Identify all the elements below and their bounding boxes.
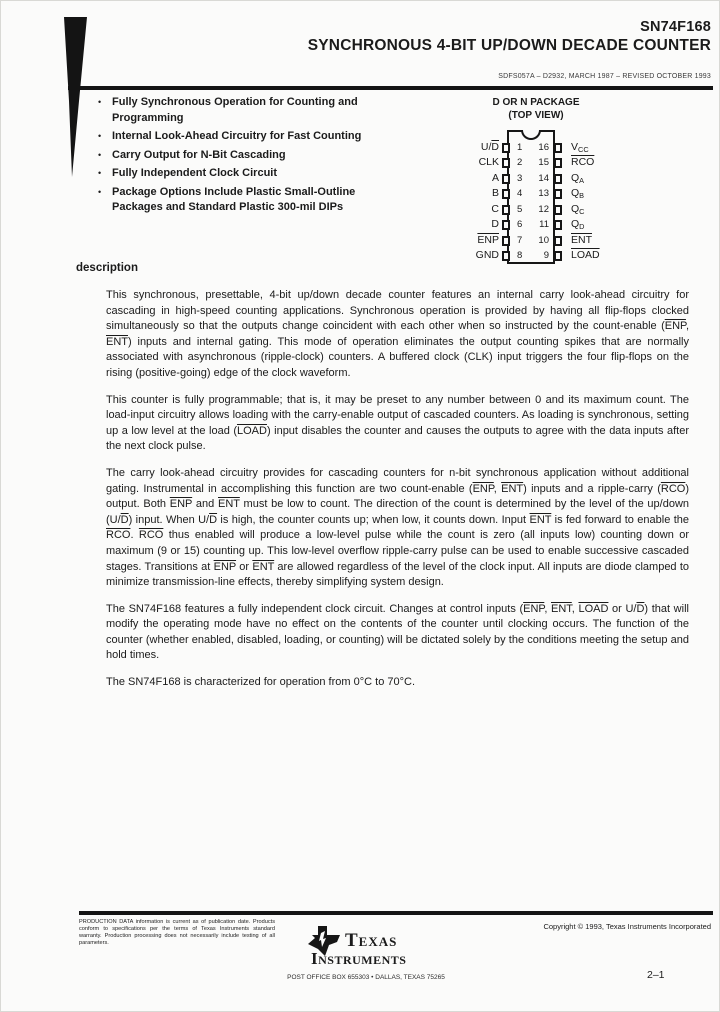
pin-lead-icon xyxy=(502,205,510,215)
pin-number: 6 xyxy=(517,219,523,230)
pin-number: 7 xyxy=(517,235,523,246)
pin-lead-icon xyxy=(502,143,510,153)
pin-lead-icon xyxy=(502,220,510,230)
pin-row xyxy=(441,217,681,232)
pin-lead-icon xyxy=(554,251,562,261)
description-body xyxy=(106,288,689,702)
feature-text: Carry Output for N-Bit Cascading xyxy=(112,148,286,161)
feature-text: Internal Look-Ahead Circuitry for Fast Counting xyxy=(112,130,362,142)
feature-item xyxy=(98,185,398,216)
package-pinout-diagram xyxy=(441,96,681,270)
pin-row xyxy=(441,140,681,155)
page-title: SYNCHRONOUS 4-BIT UP/DOWN DECADE COUNTER xyxy=(307,37,711,54)
pin-label: GND xyxy=(475,249,499,261)
pin-lead-icon xyxy=(554,189,562,199)
pin-number: 15 xyxy=(538,157,549,168)
pin-number: 4 xyxy=(517,188,523,199)
pin-number: 11 xyxy=(539,219,549,230)
bullet-icon: • xyxy=(98,131,102,141)
pin-label: LOAD xyxy=(571,249,600,261)
pin-number: 9 xyxy=(543,250,549,261)
description-paragraph: This synchronous, presettable, 4-bit up/down decade counter features an internal carry look-ahead circuitry for cascading in high-speed counting applications. Synchronous operation is provided by having all flip-flops clocked simultaneously so that the outputs change coincident with each other when so instructed by the count-enable ($\overline{ENP}$, $\overline{ENT}$) inputs and internal gating. This mode of operation eliminates the output counting spikes that are normally associated with asynchronous (ripple-clock) counters. A buffered clock (CLK) input triggers the four flip-flops on the rising (positive-going) edge of the clock waveform. xyxy=(106,289,689,379)
pin-label: B xyxy=(491,187,499,199)
pin-label: C xyxy=(491,203,499,215)
pin-lead-icon xyxy=(554,220,562,230)
pin-label: A xyxy=(491,172,499,184)
feature-text: Package Options Include Plastic Small-Outline Packages and Standard Plastic 300-mil DIPs xyxy=(112,185,356,213)
package-title: D OR N PACKAGE xyxy=(492,97,580,108)
pin-lead-icon xyxy=(502,236,510,246)
bullet-icon: • xyxy=(98,97,102,107)
pin-label: $Q_C$ xyxy=(571,203,585,216)
feature-item xyxy=(98,148,398,164)
description-heading: description xyxy=(76,262,138,274)
pin-number: 8 xyxy=(517,250,523,261)
pin-label: $Q_D$ xyxy=(571,218,585,231)
pin-number: 1 xyxy=(517,142,523,153)
bullet-icon: • xyxy=(98,168,102,178)
pin-lead-icon xyxy=(554,174,562,184)
pin-number: 10 xyxy=(538,235,549,246)
ti-logo xyxy=(307,923,447,971)
pin-number: 12 xyxy=(538,204,549,215)
document-revision-line: SDFS057A – D2932, MARCH 1987 – REVISED OCTOBER 1993 xyxy=(498,73,711,80)
pin-number: 3 xyxy=(517,173,523,184)
pin-row xyxy=(441,171,681,186)
corner-wedge-icon xyxy=(63,17,91,179)
pin-label: $Q_B$ xyxy=(571,187,585,200)
pin-lead-icon xyxy=(502,158,510,168)
ti-logo-text-texas: Texas xyxy=(345,930,398,951)
pin-row xyxy=(441,186,681,201)
bullet-icon: • xyxy=(98,186,102,197)
address-line: POST OFFICE BOX 655303 • DALLAS, TEXAS 75265 xyxy=(287,974,445,981)
pin-label: $U/\overline{D}$ xyxy=(480,141,499,153)
pin-lead-icon xyxy=(554,205,562,215)
package-subtitle: (TOP VIEW) xyxy=(508,110,564,121)
description-paragraph: This counter is fully programmable; that is, it may be preset to any number between 0 and its maximum count. The load-input circuitry allows loading with the carry-enable output of cascaded counters. As loading is synchronous, setting up a low level at the load (LOAD) input disables the counter and causes the outputs to agree with the data inputs after the next clock pulse. xyxy=(106,393,689,453)
pin-number: 2 xyxy=(517,157,523,168)
pin-row xyxy=(441,233,681,248)
chip-diagram xyxy=(441,128,681,270)
pin-number: 13 xyxy=(538,188,549,199)
pin-label: D xyxy=(491,218,499,230)
pin-lead-icon xyxy=(502,189,510,199)
bullet-icon: • xyxy=(98,149,102,160)
pin-label: $\overline{RCO}$ xyxy=(571,156,595,168)
pin-label: $\overline{ENP}$ xyxy=(477,234,499,246)
part-number: SN74F168 xyxy=(640,19,711,35)
footer-rule xyxy=(79,911,713,915)
ti-logo-text-instruments: Instruments xyxy=(311,949,407,968)
description-paragraph: The carry look-ahead circuitry provides for cascading counters for n-bit synchronous application without additional gating. Instrumental in accomplishing this function are two count-enable ($\overline{ENP}$, $\overline{ENT}$) inputs and a ripple-carry $(\overline{RCO})$ output. Both $\overline{ENP}$ and $\overline{ENT}$ must be low to count. The direction of the count is determined by the level of the up/down $(U/\overline{D})$ input. When $U/\overline{D}$ is high, the counter counts up; when low, it counts down. Input $\overline{ENT}$ is fed forward to enable the $\overline{RCO}$. $\overline{RCO}$ thus enabled will produce a low-level pulse while the count is zero (all inputs low) counting down or maximum (9 or 15) counting up. This low-level overflow ripple-carry pulse can be used to enable successive cascaded stages. Transitions at $\overline{ENP}$ or $\overline{ENT}$ are allowed regardless of the level of the clock input. All inputs are diode clamped to minimize transmission-line effects, thereby simplifying system design. xyxy=(106,466,690,589)
description-paragraph: The SN74F168 is characterized for operation from 0°C to 70°C. xyxy=(106,676,415,689)
pin-lead-icon xyxy=(502,174,510,184)
pin-number: 16 xyxy=(538,142,549,153)
feature-text: Fully Independent Clock Circuit xyxy=(112,167,278,179)
production-data-notice: PRODUCTION DATA information is current as of publication date. Products conform to specifications per the terms of Texas Instruments standard warranty. Production processing does not necessarily include testing of all parameters. xyxy=(79,919,275,946)
pin-row xyxy=(441,248,681,263)
pin-label: $V_{CC}$ xyxy=(571,141,589,154)
pin-number: 5 xyxy=(517,204,523,215)
description-paragraph: The SN74F168 features a fully independent clock circuit. Changes at control inputs ($\overline{ENP}$, $\overline{ENT}$, LOAD or $U/\overline{D}$) that will modify the operating mode have no effect on the contents of the counter until clocking occurs. The function of the counter (whether enabled, disabled, loading, or counting) will be dictated solely by the conditions meeting the setup and hold times. xyxy=(106,602,689,662)
pin1-notch-icon xyxy=(521,130,541,140)
pin-lead-icon xyxy=(554,236,562,246)
pin-label: $Q_A$ xyxy=(571,172,585,185)
feature-list xyxy=(98,95,398,219)
pin-row xyxy=(441,202,681,217)
pin-label: $\overline{ENT}$ xyxy=(571,234,592,246)
copyright-line: Copyright © 1993, Texas Instruments Incorporated xyxy=(543,922,711,931)
pin-row xyxy=(441,155,681,170)
header-rule xyxy=(68,86,713,90)
page-number: 2–1 xyxy=(647,969,665,981)
pin-lead-icon xyxy=(502,251,510,261)
feature-item xyxy=(98,95,398,126)
feature-text: Fully Synchronous Operation for Counting and Programming xyxy=(112,96,358,124)
pin-lead-icon xyxy=(554,143,562,153)
feature-item xyxy=(98,166,398,182)
pin-number: 14 xyxy=(538,173,549,184)
pin-label: CLK xyxy=(478,156,499,168)
pin-lead-icon xyxy=(554,158,562,168)
feature-item xyxy=(98,129,398,145)
